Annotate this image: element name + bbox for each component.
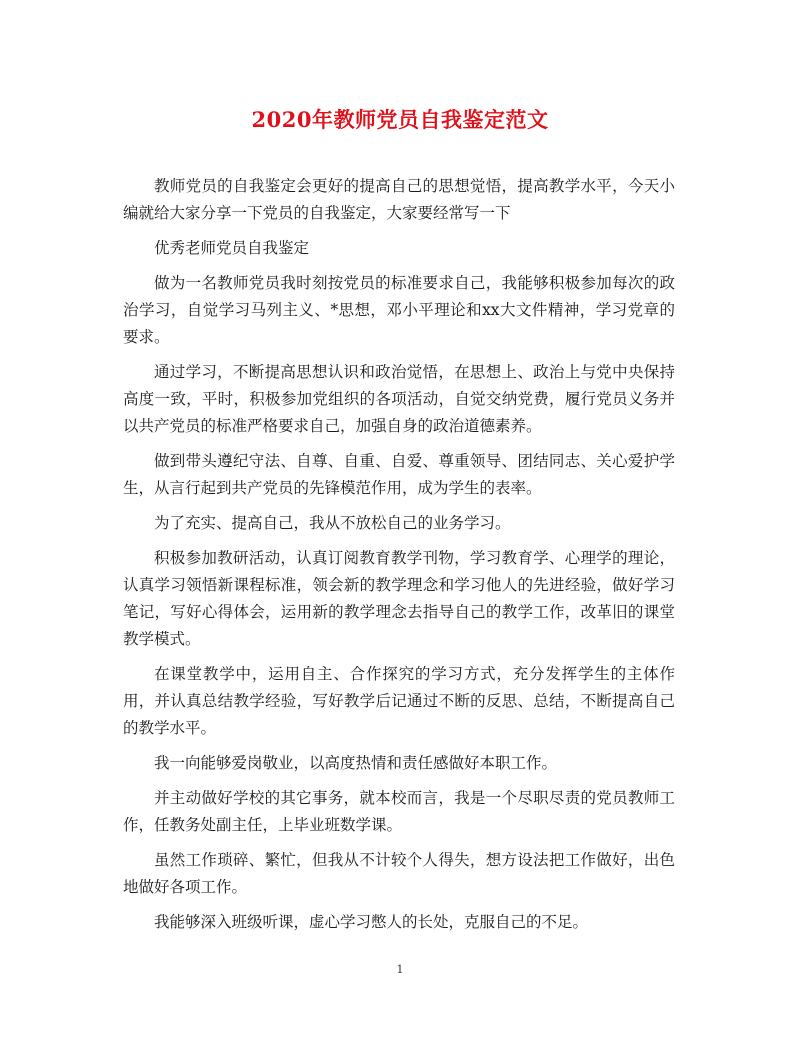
paragraph: 虽然工作琐碎、繁忙，但我从不计较个人得失，想方设法把工作做好，出色地做好各项工作。 [123, 851, 675, 896]
page-number: 1 [396, 963, 404, 976]
paragraph: 在课堂教学中，运用自主、合作探究的学习方式，充分发挥学生的主体作用，并认真总结教学经验，写好教学后记通过不断的反思、总结，不断提高自己的教学水平。 [123, 665, 675, 737]
paragraph-intro: 教师党员的自我鉴定会更好的提高自己的思想觉悟，提高教学水平，今天小编就给大家分享一下党员的自我鉴定，大家要经常写一下 [123, 177, 675, 222]
document-body [123, 173, 675, 944]
paragraph: 并主动做好学校的其它事务，就本校而言，我是一个尽职尽责的党员教师工作，任教务处副主任，上毕业班数学课。 [123, 789, 675, 834]
paragraph: 我能够深入班级听课，虚心学习憋人的长处，克服自己的不足。 [154, 913, 589, 931]
paragraph: 通过学习，不断提高思想认识和政治觉悟，在思想上、政治上与党中央保持高度一致，平时，积极参加党组织的各项活动，自觉交纳党费，履行党员义务并以共产党员的标准严格要求自己，加强自身的政治道德素养。 [123, 363, 675, 435]
paragraph: 积极参加教研活动，认真订阅教育教学刊物，学习教育学、心理学的理论，认真学习领悟新课程标准，领会新的教学理念和学习他人的先进经验，做好学习笔记，写好心得体会，运用新的教学理念去指导自己的教学工作，改革旧的课堂教学模式。 [123, 549, 675, 648]
paragraph: 做到带头遵纪守法、自尊、自重、自爱、尊重领导、团结同志、关心爱护学生，从言行起到共产党员的先锋模范作用，成为学生的表率。 [123, 452, 675, 497]
paragraph: 为了充实、提高自己，我从不放松自己的业务学习。 [154, 514, 511, 532]
document-title: 2020年教师党员自我鉴定范文 [251, 107, 549, 132]
paragraph: 我一向能够爱岗敬业，以高度热情和责任感做好本职工作。 [154, 754, 558, 772]
paragraph-subheading: 优秀老师党员自我鉴定 [154, 239, 310, 257]
paragraph: 做为一名教师党员我时刻按党员的标准要求自己，我能够积极参加每次的政治学习，自觉学习马列主义、*思想，邓小平理论和xx大文件精神，学习党章的要求。 [123, 274, 675, 346]
